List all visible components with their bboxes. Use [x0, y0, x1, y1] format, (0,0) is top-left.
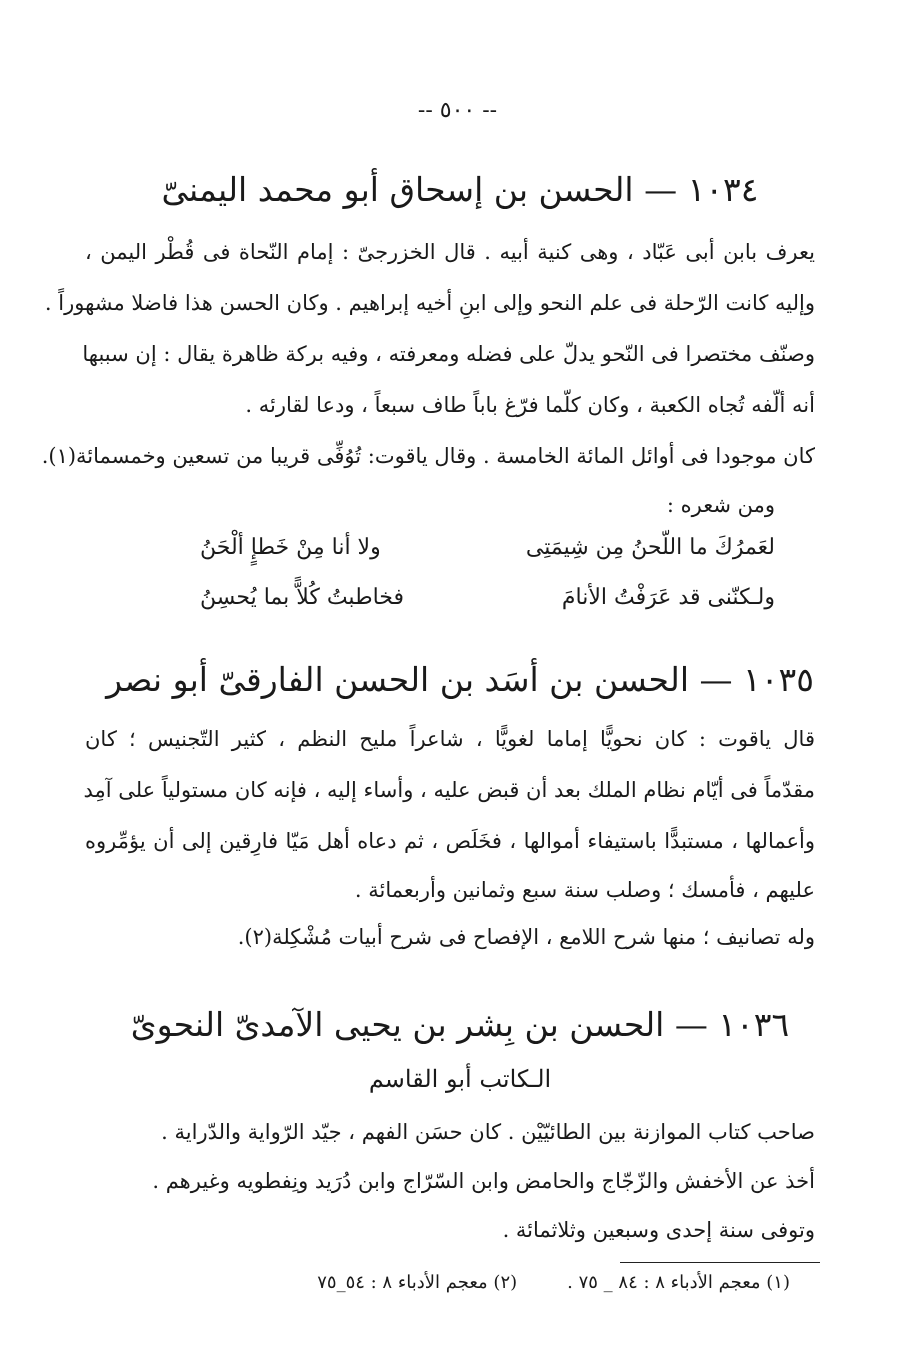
entry-1036-line-3: وتوفى سنة إحدى وسبعين وثلاثمائة .	[502, 1218, 815, 1242]
verse-1-second-hemistich: ولا أنا مِنْ خَطإٍ ألْحَنُ	[200, 535, 381, 560]
footnote-1: (١) معجم الأدباء ٨ : ٨٤ _ ٧٥ .	[567, 1272, 790, 1293]
entry-1035-line-1: قال ياقوت : كان نحويًّا إماما لغويًّا ، شاعراً مليح النظم ، كثير التّجنيس ؛ كان	[85, 727, 815, 751]
entry-1034-line-2: وإليه كانت الرّحلة فى علم النحو وإلى ابنِ أخيه إبراهيم . وكان الحسن هذا فاضلا مشهوراً .	[44, 291, 815, 315]
entry-1034-line-5: كان موجودا فى أوائل المائة الخامسة . وقال ياقوت: تُوُفِّى قريبا من تسعين وخمسمائة(١).	[41, 444, 815, 468]
footnotes	[230, 1272, 790, 1293]
entry-1035-line-3: وأعمالها ، مستبدًّا باستيفاء أموالها ، فخَلَص ، ثم دعاه أهل مَيّا فارِقين إلى أن يؤمِّروه	[85, 829, 815, 853]
footnote-separator	[620, 1262, 820, 1263]
entry-1036-line-2: أخذ عن الأخفش والزّجّاج والحامض وابن السّرّاج وابن دُرَيد ونِفطويه وغيرهم .	[152, 1169, 815, 1193]
page-number: -- ٥٠٠ --	[417, 98, 498, 123]
verse-2-second-hemistich: فخاطبتُ كُلاًّ بما يُحسِنُ	[200, 585, 404, 610]
entry-heading-1036: ١٠٣٦ — الحسن بن بِشر بن يحيى الآمدىّ النحوىّ	[130, 1005, 790, 1044]
entry-1034-verse-intro: ومن شعره :	[666, 493, 775, 517]
entry-1035-line-5: وله تصانيف ؛ منها شرح اللامع ، الإفصاح فى شرح أبيات مُشْكِلة(٢).	[237, 925, 815, 949]
verse-2-first-hemistich: ولـكنّنى قد عَرَفْتُ الأنامَ	[561, 585, 775, 610]
entry-1035-line-4: عليهم ، فأمسك ؛ وصلب سنة سبع وثمانين وأربعمائة .	[354, 878, 815, 902]
footnote-2: (٢) معجم الأدباء ٨ : ٥٤_٧٥	[317, 1272, 518, 1293]
entry-1034-line-4: أنه ألّفه تُجاه الكعبة ، وكان كلّما فرّغ باباً طاف سبعاً ، ودعا لقارئه .	[245, 393, 815, 417]
entry-1034-line-1: يعرف بابن أبى عَبّاد ، وهى كنية أبيه . قال الخزرجىّ : إمام النّحاة فى قُطْر اليمن ،	[85, 240, 815, 264]
entry-heading-1034: ١٠٣٤ — الحسن بن إسحاق أبو محمد اليمنىّ	[161, 170, 759, 209]
verse-1-first-hemistich: لعَمرُكَ ما اللّحنُ مِن شِيمَتِى	[525, 535, 775, 560]
entry-1035-line-2: مقدّماً فى أيّام نظام الملك بعد أن قبض عليه ، وأساء إليه ، فإنه كان مستولياً على آمِد	[83, 778, 815, 802]
entry-1036-line-1: صاحب كتاب الموازنة بين الطائيّيْن . كان حسَن الفهم ، جيّد الرّواية والدّراية .	[161, 1120, 815, 1144]
entry-1036-subheading: الـكاتب أبو القاسم	[368, 1065, 552, 1093]
entry-heading-1035: ١٠٣٥ — الحسن بن أسَد بن الحسن الفارقىّ أبو نصر	[106, 660, 814, 699]
entry-1034-line-3: وصنّف مختصرا فى النّحو يدلّ على فضله ومعرفته ، وفيه بركة ظاهرة يقال : إن سببها	[82, 342, 815, 366]
